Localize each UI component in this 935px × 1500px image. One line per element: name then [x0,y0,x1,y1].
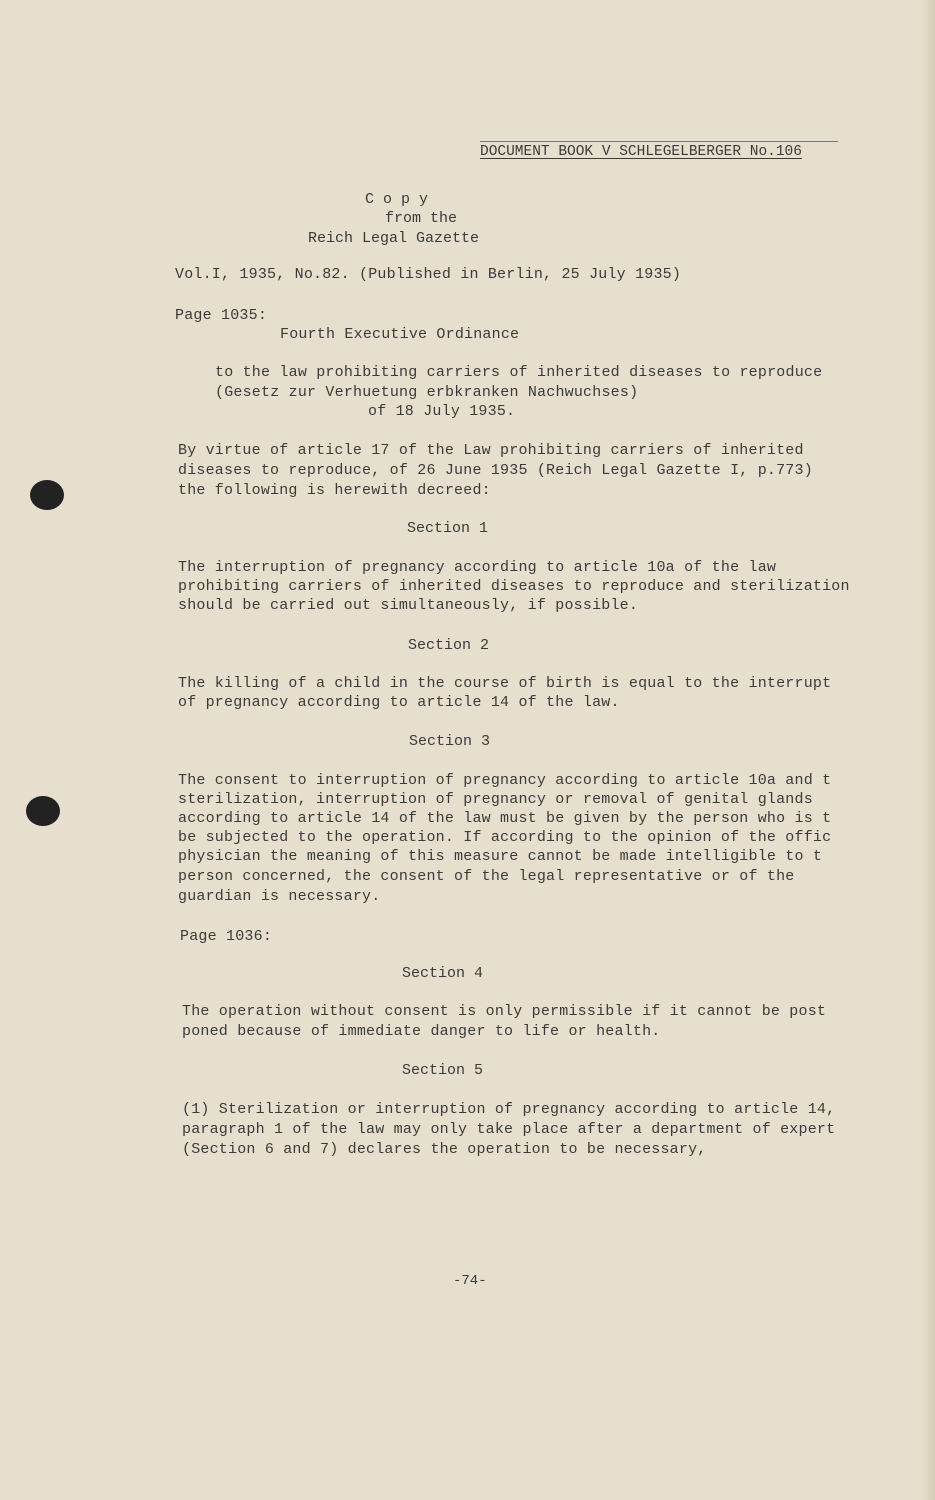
page-1035-label: Page 1035: [175,307,268,324]
section-text-line: guardian is necessary. [178,888,381,905]
section-text-line: according to article 14 of the law must be given by the person who is t [178,810,832,827]
section-text-line: should be carried out simultaneously, if possible. [178,597,639,614]
section-text-line: paragraph 1 of the law may only take place after a department of expert [182,1121,836,1138]
preamble-line: diseases to reproduce, of 26 June 1935 (Reich Legal Gazette I, p.773) [178,462,813,479]
section-text-line: The killing of a child in the course of birth is equal to the interrupt [178,675,832,692]
law-title-line-2: (Gesetz zur Verhuetung erbkranken Nachwuchses) [215,384,639,401]
section-text-line: poned because of immediate danger to life or health. [182,1023,661,1040]
section-text-line: The consent to interruption of pregnancy according to article 10a and t [178,772,832,789]
section-text-line: (1) Sterilization or interruption of pregnancy according to article 14, [182,1101,836,1118]
section-text-line: physician the meaning of this measure cannot be made intelligible to t [178,848,823,865]
section-heading: Section 3 [409,733,491,750]
copy-title: C o p y [365,191,429,208]
from-line: from the [385,210,458,227]
section-text-line: (Section 6 and 7) declares the operation to be necessary, [182,1141,707,1158]
section-text-line: prohibiting carriers of inherited diseases to reproduce and sterilization [178,578,850,595]
section-text-line: of pregnancy according to article 14 of the law. [178,694,620,711]
header-rule [480,141,838,142]
punch-hole [26,796,60,826]
section-text-line: person concerned, the consent of the legal representative or of the [178,868,795,885]
section-text-line: be subjected to the operation. If according to the opinion of the offic [178,829,832,846]
publication-line: Vol.I, 1935, No.82. (Published in Berlin, 25 July 1935) [175,266,682,283]
section-heading: Section 5 [402,1062,484,1079]
page-1036-label: Page 1036: [180,928,273,945]
law-title-line-3: of 18 July 1935. [368,403,516,420]
punch-hole [30,480,64,510]
law-title-line-1: to the law prohibiting carriers of inherited diseases to reproduce [215,364,823,381]
preamble-line: By virtue of article 17 of the Law prohibiting carriers of inherited [178,442,804,459]
section-text-line: The operation without consent is only permissible if it cannot be post [182,1003,827,1020]
section-heading: Section 1 [407,520,489,537]
ordinance-title: Fourth Executive Ordinance [280,326,520,343]
section-heading: Section 4 [402,965,484,982]
gazette-line: Reich Legal Gazette [308,230,480,247]
preamble-line: the following is herewith decreed: [178,482,491,499]
section-text-line: sterilization, interruption of pregnancy or removal of genital glands [178,791,813,808]
section-heading: Section 2 [408,637,490,654]
document-reference: DOCUMENT BOOK V SCHLEGELBERGER No.106 [480,144,802,160]
page-edge-shadow [921,0,935,1500]
section-text-line: The interruption of pregnancy according to article 10a of the law [178,559,777,576]
page-number: -74- [453,1273,487,1289]
